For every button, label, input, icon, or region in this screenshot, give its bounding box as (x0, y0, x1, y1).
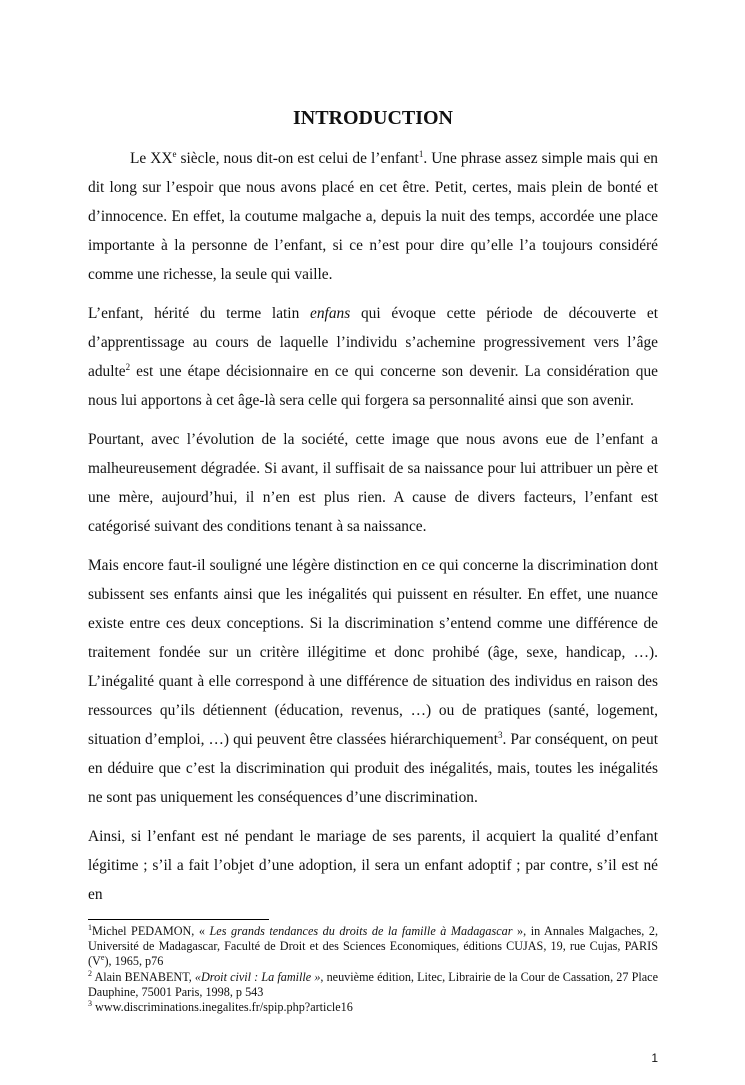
footnote-2 (88, 970, 658, 1000)
footnote-ref-3[interactable]: 3 (497, 729, 503, 740)
text: est une étape décisionnaire en ce qui concerne son devenir. La considération que nous lui apportons à cet âge-là sera celle qui forgera sa personnalité ainsi que son avenir. (88, 363, 658, 409)
footnote-number: 2 (88, 968, 92, 978)
text: Alain BENABENT, (92, 969, 195, 984)
text: qui évoque cette période de découverte et d’apprentissage au cours de laquelle l’individu s’achemine progressivement vers l’âge adulte (88, 305, 658, 380)
footnote-3 (88, 1000, 658, 1015)
text: Mais encore faut-il souligné une légère distinction en ce qui concerne la discrimination dont subissent ses enfants ainsi que les inégalités qui puissent en résulter. En effet, une nuance existe entre ces deux conceptions. Si la discrimination s’entend comme une différence de traitement fondée sur un critère illégitime et donc prohibé (âge, sexe, handicap, …). L’inégalité quant à elle correspond à une différence de situation des individus en raison des ressources qu’ils détiennent (éducation, revenus, …) ou de pratiques (santé, logement, situation d’emploi, …) qui peuvent être classées hiérarchiquement (88, 557, 658, 748)
text: . Par conséquent, on peut en déduire que c’est la discrimination qui produit des inégalités, mais, toutes les inégalités ne sont pas uniquement les conséquences d’une discrimination. (88, 731, 658, 806)
page-number: 1 (651, 1051, 658, 1066)
text: . Une phrase assez simple mais qui en dit long sur l’espoir que nous avons placé en cet être. Petit, certes, mais plein de bonté et d’innocence. En effet, la coutume malgache a, depuis la nuit des temps, accordée une place importante à la personne de l’enfant, si ce n’est pour dire qu’elle l’a toujours considéré comme une richesse, la seule qui vaille. (88, 150, 658, 283)
italic-term: enfans (310, 305, 351, 322)
footnote-ref-2[interactable]: 2 (125, 361, 131, 372)
superscript: e (100, 953, 105, 963)
page-title: INTRODUCTION (292, 107, 454, 129)
footnotes (88, 924, 658, 1015)
text: », in Annales Malgaches, 2, Université de Madagascar, Faculté de Droit et des Sciences Economiques, éditions CUJAS, 19, rue Cujas, PARIS (V (88, 924, 658, 969)
paragraph-2 (88, 299, 658, 415)
text: ), 1965, p76 (104, 954, 164, 969)
footnote-number: 3 (88, 998, 92, 1008)
citation-title: Les grands tendances du droits de la famille à Madagascar (209, 924, 513, 938)
footnote-url[interactable]: www.discriminations.inegalites.fr/spip.php?article16 (92, 1000, 353, 1015)
paragraph-1 (88, 144, 658, 289)
text: Le XX (130, 150, 173, 167)
text: , neuvième édition, Litec, Librairie de la Cour de Cassation, 27 Place Dauphine, 75001 Paris, 1998, p 543 (88, 969, 658, 999)
footnote-separator (88, 919, 269, 920)
paragraph-4 (88, 551, 658, 812)
text: Michel PEDAMON, « (92, 924, 210, 938)
superscript: e (172, 148, 177, 159)
body-text (88, 144, 658, 909)
footnote-1 (88, 924, 658, 970)
footnote-number: 1 (88, 922, 92, 932)
paragraph-5: Ainsi, si l’enfant est né pendant le mariage de ses parents, il acquiert la qualité d’enfant légitime ; s’il a fait l’objet d’une adoption, il sera un enfant adoptif ; par contre, s’il est né en (88, 828, 658, 903)
footnote-ref-1[interactable]: 1 (418, 148, 424, 159)
text: siècle, nous dit-on est celui de l’enfant (176, 150, 419, 167)
text: L’enfant, hérité du terme latin (88, 305, 311, 322)
paragraph-3: Pourtant, avec l’évolution de la société, cette image que nous avons eue de l’enfant a malheureusement dégradée. Si avant, il suffisait de sa naissance pour lui attribuer un père et une mère, aujourd’hui, il n’en est plus rien. A cause de divers facteurs, l’enfant est catégorisé suivant des conditions tenant à sa naissance. (88, 431, 658, 535)
citation-title: «Droit civil : La famille » (194, 969, 321, 984)
